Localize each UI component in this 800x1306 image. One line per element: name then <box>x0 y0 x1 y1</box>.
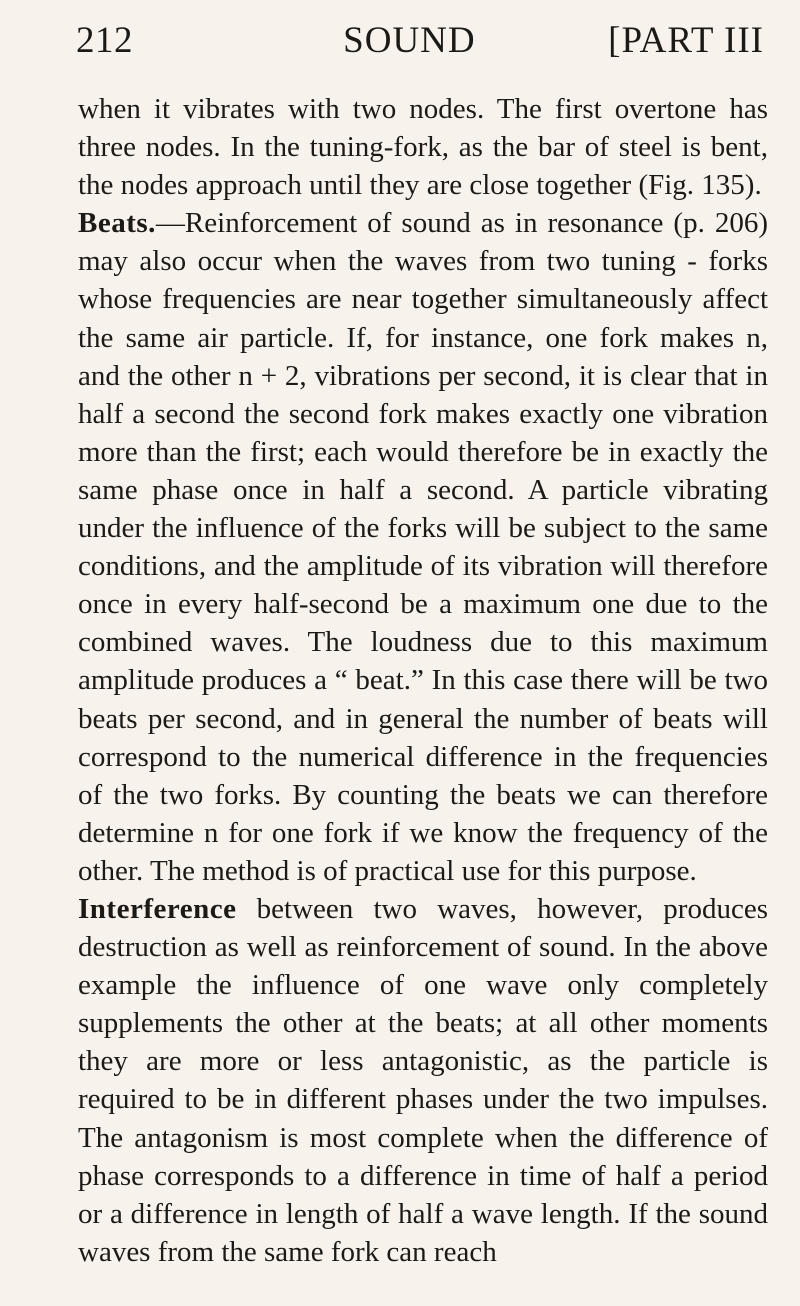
paragraph-text: between two waves, however, produces destruction as well as reinforcement of sound. In the above example the influence of one wave only completely supplements the other at the beats; at all other moments they are more or less antagonistic, as the particle is required to be in different phases under the two impulses. The antagonism is most complete when the difference of phase corresponds to a difference in time of half a period or a difference in length of half a wave length. If the sound waves from the same fork can reach <box>78 892 768 1268</box>
running-header <box>76 12 764 68</box>
paragraph-text: —Reinforcement of sound as in resonance (p. 206) may also occur when the waves from two tuning - forks whose frequencies are near together simultaneously affect the same air particle. If, for instance, one fork makes n, and the other n + 2, vibrations per second, it is clear that in half a second the second fork makes exactly one vibration more than the first; each would therefore be in exactly the same phase once in half a second. A particle vibrating under the influence of the forks will be subject to the same conditions, and the amplitude of its vibration will therefore once in every half-second be a maximum one due to the combined waves. The loudness due to this maximum amplitude produces a “ beat.” In this case there will be two beats per second, and in general the number of beats will correspond to the numerical difference in the frequencies of the two forks. By counting the beats we can therefore determine n for one fork if we know the frequency of the other. The method is of practical use for this purpose. <box>78 207 768 887</box>
section-heading-beats: Beats. <box>78 207 156 240</box>
part-label: [PART III <box>608 19 764 61</box>
paragraph-beats <box>78 204 768 890</box>
section-heading-interference: Interference <box>78 892 237 925</box>
paragraph-text: when it vibrates with two nodes. The first overtone has three nodes. In the tuning-fork, as the bar of steel is bent, the nodes approach until they are close together (Fig. 135). <box>78 93 768 202</box>
paragraph-interference <box>78 890 768 1271</box>
paragraph-overtone <box>78 90 768 204</box>
page-number: 212 <box>76 19 133 61</box>
page-body <box>78 90 768 1271</box>
running-title: SOUND <box>343 19 476 61</box>
